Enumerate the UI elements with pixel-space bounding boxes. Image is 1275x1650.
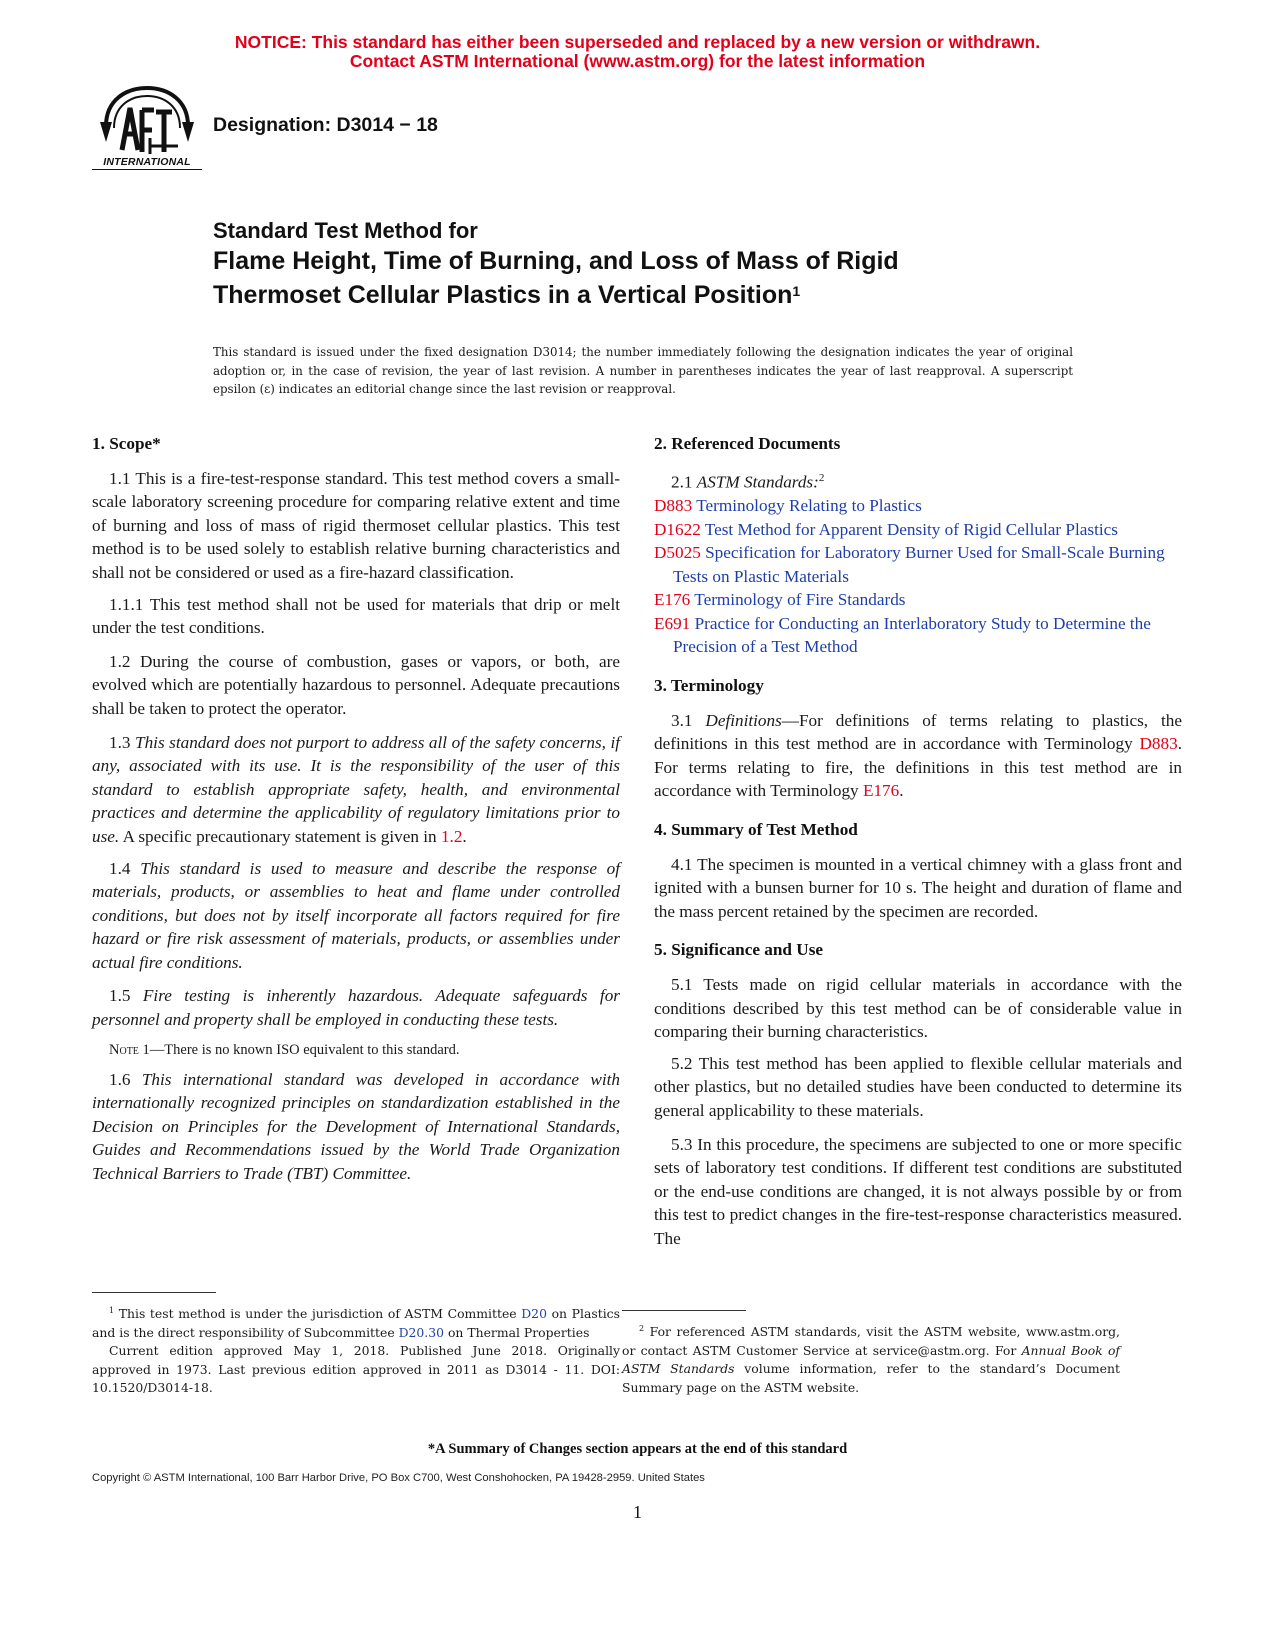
footnote-text: volume information, refer to the standard’s Document Summary page on the ASTM website. [622,1361,1120,1395]
footnote-rule-left [92,1292,216,1293]
definitions-label: Definitions [705,710,782,730]
reference-item[interactable] [654,612,1182,659]
wto-statement-text: This international standard was developed in accordance with internationally recognized principles on standardization established in the Decision on Principles for the Development of International Standards, Guides and Recommendations issued by the World Trade Organization Technical Barriers to Trade (TBT) Committee. [92,1069,620,1184]
footnote-2-para [622,1320,1120,1397]
note-text: —There is no known ISO equivalent to this standard. [149,1041,460,1058]
footnote-mark: 2 [639,1324,645,1333]
footnote-1-para-1 [92,1302,620,1342]
para-number: 3.1 [671,710,693,730]
title-line-2 [213,278,1113,312]
safety-caveat-text: This standard does not purport to address all of the safety concerns, if any, associated with its use. It is the responsibility of the user of this standard to establish appropriate safety, health, and environmental practices and determine the applicability of regulatory limitations prior to use. [92,732,621,846]
footnote-2 [622,1320,1120,1397]
para-5-3: 5.3 In this procedure, the specimens are subjected to one or more specific sets of laboratory test conditions. If different test conditions are substituted or the end-use conditions are changed, it is not always possible by or from this test to predict changes in the fire-test-response characteristics measured. The [654,1134,1182,1248]
reference-title-link[interactable]: Terminology of Fire Standards [694,590,906,610]
withdrawal-notice [0,33,1275,71]
title-prefix: Standard Test Method for [213,218,478,243]
title-line-2-text: Thermoset Cellular Plastics in a Vertical Position [213,281,793,309]
para-1-4 [92,857,620,975]
astm-logo-icon [92,82,202,156]
para-1-6 [92,1068,620,1186]
section-heading-terminology: 3. Terminology [654,676,764,696]
para-number: 1.3 [109,732,131,752]
reference-item[interactable] [654,541,1182,588]
para-number: 1.6 [109,1069,131,1089]
designation: Designation: D3014 − 18 [213,114,438,136]
annual-book-title: Annual Book of ASTM Standards [622,1342,1120,1377]
para-1-1-1: 1.1.1 This test method shall not be used for materials that drip or melt under the test conditions. [92,594,620,638]
footnote-text: For referenced ASTM standards, visit the ASTM website, www.astm.org, or contact ASTM Customer Service at service@astm.org. For [622,1324,1120,1358]
notice-line-1: NOTICE: This standard has either been superseded and replaced by a new version or withdrawn. [234,32,1041,52]
astm-logo [92,82,202,180]
note-1 [109,1040,620,1060]
para-5-2: 5.2 This test method has been applied to flexible cellular materials and other plastics, but no detailed studies have been conducted to determine its general applicability to these materials. [654,1053,1182,1120]
summary-of-changes-note: *A Summary of Changes section appears at the end of this standard [427,1441,848,1457]
reference-item[interactable] [654,588,1182,612]
reference-code[interactable]: D5025 [654,543,701,563]
reference-code[interactable]: E691 [654,613,691,633]
section-heading-scope: 1. Scope* [92,434,161,453]
footnote-mark: 1 [109,1306,115,1315]
astm-standards-heading: ASTM Standards: [696,472,819,492]
para-number: 1.4 [109,858,131,878]
para-1-3 [92,731,620,849]
para-1-5 [92,984,620,1031]
left-column [92,432,620,1194]
para-tail-text: A specific precautionary statement is given in [122,826,437,846]
reference-title-link[interactable]: Terminology Relating to Plastics [696,495,922,515]
footnote-1 [92,1302,620,1398]
reference-item[interactable] [654,494,1182,518]
notice-line-2: Contact ASTM International (www.astm.org) for the latest information [349,51,926,71]
note-label: Note 1 [109,1041,150,1058]
title-line-1: Flame Height, Time of Burning, and Loss of Mass of Rigid [213,247,899,275]
para-4-1: 4.1 The specimen is mounted in a vertical chimney with a glass front and ignited with a bunsen burner for 10 s. The height and duration of flame and the mass percent retained by the specimen are recorded. [654,854,1182,921]
footnote-1-para-2: Current edition approved May 1, 2018. Published June 2018. Originally approved in 1973. Last previous edition approved in 2011 as D3014 - 11. DOI: 10.1520/D3014-18. [92,1343,620,1396]
reference-title-link[interactable]: Practice for Conducting an Interlaboratory Study to Determine the Precision of a Test Method [673,613,1151,657]
para-1-1: 1.1 This is a fire-test-response standard. This test method covers a small-scale laboratory screening procedure for comparing relative extent and time of burning and loss of mass of rigid thermoset cellular plastics. This test method is to be used solely to establish relative burning characteristics and shall not be considered or used as a fire-hazard classification. [92,468,620,582]
logo-international-text: INTERNATIONAL [92,156,202,170]
reference-code[interactable]: E176 [654,590,691,610]
link-subcommittee-d20-30[interactable]: D20.30 [398,1324,445,1340]
right-column [654,432,1182,1259]
section-heading-significance: 5. Significance and Use [654,940,824,960]
para-text: —For definitions of terms relating to plastics, the definitions in this test method are in accordance with Terminology [654,710,1183,754]
link-committee-d20[interactable]: D20 [521,1306,547,1322]
reference-item[interactable] [654,518,1182,542]
footnote-text: on Thermal Properties [447,1324,590,1340]
copyright-line: Copyright © ASTM International, 100 Barr Harbor Drive, PO Box C700, West Conshohocken, PA 19428-2959. United States [92,1472,705,1484]
section-heading-summary: 4. Summary of Test Method [654,820,858,840]
footnote-mark-2: 2 [818,471,825,484]
para-number: 2.1 [671,472,693,492]
document-title [213,218,1113,312]
para-number: 1.5 [109,986,131,1006]
para-end-punct: . [462,826,467,846]
link-section-1-2[interactable]: 1.2 [440,826,463,846]
footnote-text: This test method is under the jurisdiction of ASTM Committee [118,1306,517,1322]
title-footnote-mark: 1 [792,283,801,299]
section-heading-referenced-documents: 2. Referenced Documents [654,434,841,453]
link-e176[interactable]: E176 [862,781,900,801]
issuance-statement: This standard is issued under the fixed designation D3014; the number immediately following the designation indicates the year of original adoption or, in the case of revision, the year of last revision. A number in parentheses indicates the year of last reapproval. A superscript epsilon (ε) indicates an editorial change since the last revision or reapproval. [213,345,1073,396]
reference-title-link[interactable]: Specification for Laboratory Burner Used for Small-Scale Burning Tests on Plastic Materials [673,543,1165,586]
fire-test-caveat-text: This standard is used to measure and describe the response of materials, products, or assemblies to heat and flame under controlled conditions, but does not by itself incorporate all factors required for fire hazard or fire risk assessment of materials, products, or assemblies under actual fire conditions. [92,858,621,972]
para-3-1 [654,709,1182,803]
link-d883[interactable]: D883 [1139,734,1178,754]
astm-standards-label [671,467,1182,494]
footnote-text: on Plastics and is the direct responsibility of Subcommittee [92,1306,620,1340]
para-1-2: 1.2 During the course of combustion, gases or vapors, or both, are evolved which are potentially hazardous to personnel. Adequate precautions shall be taken to protect the operator. [92,651,620,718]
para-text: . For terms relating to fire, the definitions in this test method are in accordance with Terminology [654,734,1182,801]
reference-code[interactable]: D883 [654,495,693,515]
footnote-rule-right [622,1310,746,1311]
reference-list [654,494,1182,659]
reference-title-link[interactable]: Test Method for Apparent Density of Rigid Cellular Plastics [704,519,1118,539]
page-number: 1 [633,1502,642,1522]
reference-code[interactable]: D1622 [654,519,701,539]
para-end-punct: . [899,781,904,801]
para-5-1: 5.1 Tests made on rigid cellular materials in accordance with the conditions described by this test method can be of considerable value in comparing their burning characteristics. [654,975,1182,1042]
hazard-caveat-text: Fire testing is inherently hazardous. Adequate safeguards for personnel and property shall be employed in conducting these tests. [92,986,620,1030]
